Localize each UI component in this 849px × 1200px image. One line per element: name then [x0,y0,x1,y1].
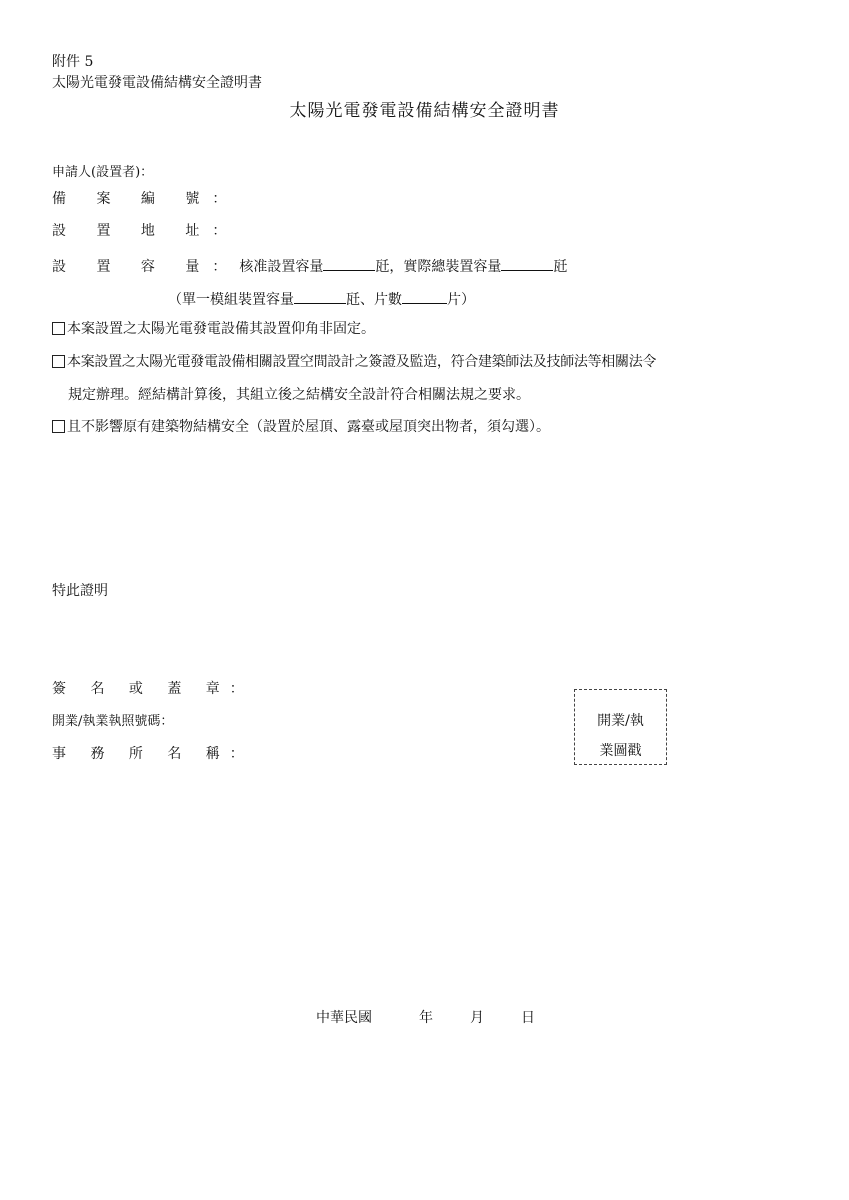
capacity-row [52,257,567,274]
pieces-label: 瓩、片數 [346,292,402,308]
date-era: 中華民國 [316,1010,372,1026]
stamp-line-1: 開業/執 [597,713,644,729]
check-item-3 [52,420,550,434]
module-capacity-label: （單一模組裝置容量 [168,292,294,308]
module-close: 片） [447,292,475,308]
check-text-2b: 規定辦理。經結構計算後，其組立後之結構安全設計符合相關法規之要求。 [68,387,530,403]
module-row [168,290,475,307]
office-name-label: 事 務 所 名 稱： [52,746,254,762]
certify-text: 特此證明 [52,583,108,599]
license-number-label: 開業/執業執照號碼： [52,714,174,729]
unit-kw: 瓩 [375,259,390,275]
date-year: 年 [419,1010,433,1026]
document-subtitle: 太陽光電發電設備結構安全證明書 [52,75,262,91]
stamp-line-2: 業圖戳 [599,743,642,759]
actual-capacity-blank[interactable] [501,257,553,271]
address-label: 設 置 地 址： [52,223,240,239]
record-number-label: 備 案 編 號： [52,191,240,207]
module-capacity-blank[interactable] [294,290,346,304]
applicant-label: 申請人(設置者)： [52,165,154,180]
page-title: 太陽光電發電設備結構安全證明書 [289,101,560,121]
checkbox-fixed-angle[interactable] [52,322,65,335]
check-item-2 [52,355,656,369]
attachment-label: 附件 5 [52,54,94,70]
date-month: 月 [470,1010,484,1026]
approved-capacity-label: 核准設置容量 [239,259,324,275]
unit-kw-2: 瓩 [553,259,568,275]
checkbox-certification[interactable] [52,355,65,368]
checkbox-roof-safety[interactable] [52,420,65,433]
check-text-1: 本案設置之太陽光電發電設備其設置仰角非固定。 [67,321,375,337]
actual-capacity-label: ，實際總裝置容量 [389,259,502,275]
pieces-blank[interactable] [402,290,447,304]
signature-label: 簽 名 或 蓋 章： [52,681,254,697]
stamp-box [574,689,667,765]
check-item-1 [52,322,375,336]
check-text-3: 且不影響原有建築物結構安全（設置於屋頂、露臺或屋頂突出物者，須勾選）。 [67,419,550,435]
approved-capacity-blank[interactable] [323,257,375,271]
date-day: 日 [521,1010,535,1026]
check-text-2a: 本案設置之太陽光電發電設備相關設置空間設計之簽證及監造，符合建築師法及技師法等相關法令 [67,354,657,370]
capacity-label: 設 置 容 量： [52,259,240,275]
